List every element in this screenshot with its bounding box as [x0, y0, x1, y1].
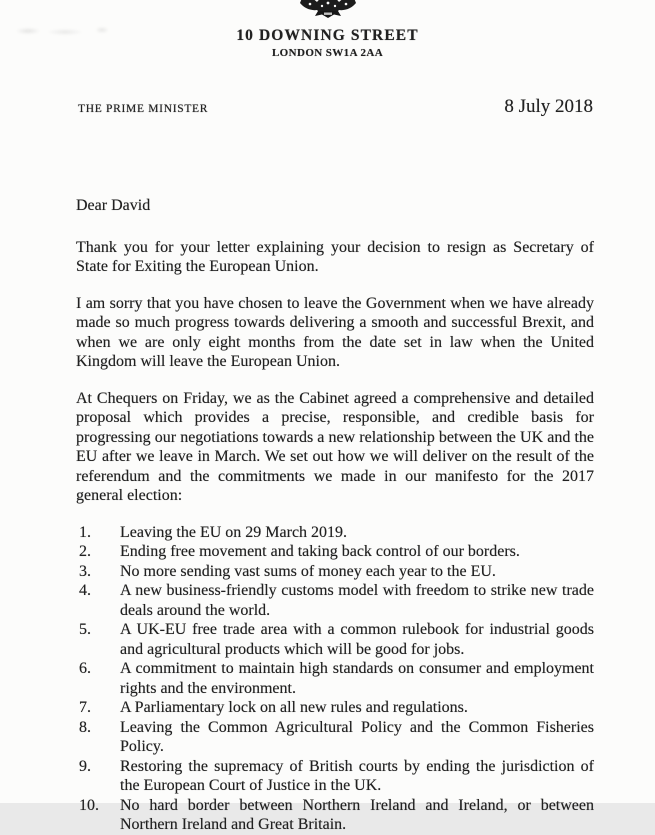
list-item-number: 3.: [79, 562, 91, 580]
list-item-text: No more sending vast sums of money each year to the EU.: [120, 562, 496, 580]
letter-paragraph: At Chequers on Friday, we as the Cabinet agreed a comprehensive and detailed proposal which provides a precise, responsible, and credible basis for progressing our negotiations towards a new relationship between the UK and the EU after we leave in March. We set out how we will deliver on the result of the referendum and the commitments we made in our manifesto for the 2017 general election:: [76, 389, 594, 504]
prime-minister-title: THE PRIME MINISTER: [78, 103, 209, 115]
list-item: [76, 718, 594, 757]
list-item-text: Leaving the EU on 29 March 2019.: [120, 523, 348, 541]
list-item-number: 5.: [79, 621, 91, 638]
list-item: [76, 523, 594, 543]
list-item-text: No hard border between Northern Ireland and Ireland, or between Northern Ireland and Great Britain.: [120, 796, 594, 833]
list-item-text: Leaving the Common Agricultural Policy and the Common Fisheries Policy.: [120, 718, 594, 755]
list-item-text: A commitment to maintain high standards on consumer and employment rights and the environment.: [120, 660, 594, 697]
list-item-number: 4.: [79, 582, 91, 599]
list-item-number: 7.: [79, 699, 91, 716]
list-item-number: 2.: [79, 543, 91, 560]
list-item-text: A new business-friendly customs model with freedom to strike new trade deals around the world.: [120, 582, 594, 619]
letter-body: [76, 196, 594, 835]
list-item-text: Restoring the supremacy of British courts by ending the jurisdiction of the European Court of Justice in the UK.: [120, 757, 594, 794]
list-item: [76, 698, 594, 718]
list-item: [76, 757, 594, 796]
list-item-number: 6.: [79, 660, 91, 677]
manifesto-list: [76, 523, 594, 835]
salutation: Dear David: [76, 197, 151, 214]
list-item-text: A UK-EU free trade area with a common rulebook for industrial goods and agricultural products which will be good for jobs.: [120, 621, 594, 658]
list-item: [76, 562, 594, 582]
list-item: [76, 620, 594, 659]
letter-paragraph: Thank you for your letter explaining your decision to resign as Secretary of State for Exiting the European Union.: [76, 238, 594, 275]
meta-row: [78, 96, 593, 118]
list-item-number: 9.: [79, 757, 91, 775]
letter-paragraph: I am sorry that you have chosen to leave the Government when we have already made so much progress towards delivering a smooth and successful Brexit, and when we are only eight months from the date set in law when the United Kingdom will leave the European Union.: [76, 294, 594, 370]
list-item: [76, 542, 594, 562]
letterhead-address-line2: LONDON SW1A 2AA: [271, 47, 384, 59]
list-item: [76, 796, 594, 835]
list-item-number: 8.: [79, 718, 91, 736]
list-item-number: 10.: [79, 796, 99, 814]
letter-date: 8 July 2018: [504, 96, 593, 117]
list-item-number: 1.: [79, 523, 91, 541]
list-item-text: Ending free movement and taking back control of our borders.: [120, 543, 520, 560]
list-item: [76, 581, 594, 620]
royal-crest-icon: [295, 0, 361, 19]
letterhead-address-line1: 10 DOWNING STREET: [236, 27, 419, 44]
scan-bleed-artifact: [10, 24, 120, 38]
list-item-text: A Parliamentary lock on all new rules and regulations.: [120, 699, 468, 716]
list-item: [76, 659, 594, 698]
